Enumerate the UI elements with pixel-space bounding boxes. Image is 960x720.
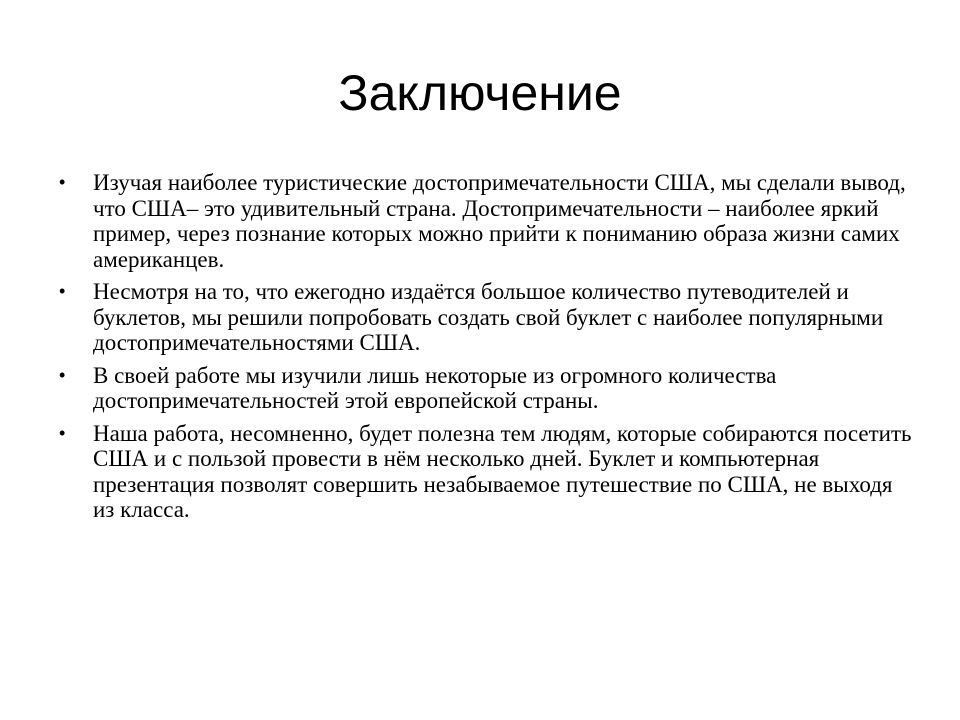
- bullet-dot-icon: •: [59, 364, 66, 385]
- bullet-dot-icon: •: [59, 422, 66, 443]
- bullet-item: [56, 363, 916, 414]
- bullet-dot-icon: •: [59, 172, 66, 192]
- bullet-item: [56, 421, 916, 523]
- bullet-item: [56, 279, 916, 356]
- bullet-text: В своей работе мы изучили лишь некоторые из огромного количества достопримечательностей этой европейской страны.: [93, 362, 777, 413]
- bullet-list: [56, 170, 916, 530]
- slide-title: Заключение: [338, 65, 622, 121]
- bullet-text: Изучая наиболее туристические достопримечательности США, мы сделали вывод, что США– это удивительный страна. Достопримечательности – наиболее яркий пример, через познание которых можно прийти к пониманию образа жизни самих американцев.: [93, 170, 906, 272]
- bullet-dot-icon: •: [59, 281, 66, 301]
- bullet-item: [56, 170, 916, 272]
- bullet-text: Наша работа, несомненно, будет полезна тем людям, которые собираются посетить США и с пользой провести в нём несколько дней. Буклет и компьютерная презентация позволят совершить незабываемое путешествие по США, не выходя из класса.: [93, 420, 912, 522]
- bullet-text: Несмотря на то, что ежегодно издаётся большое количество путеводителей и буклетов, мы решили попробовать создать свой буклет с наиболее популярными достопримечательностями США.: [93, 279, 884, 355]
